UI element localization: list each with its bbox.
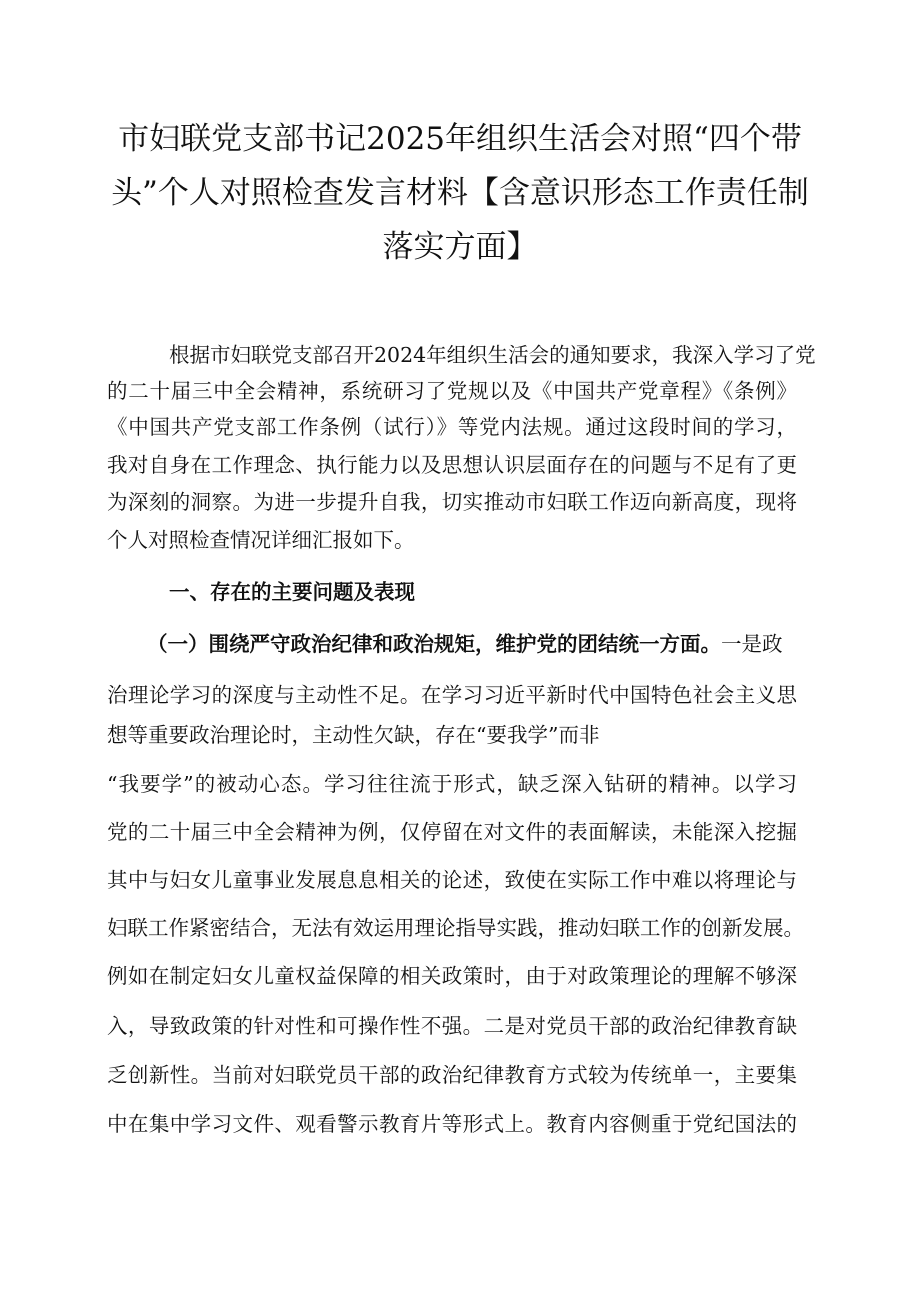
paragraph-line: “我要学”的被动心态。学习往往流于形式，缺乏深入钻研的精神。以学习 (107, 772, 797, 796)
paragraph-line: 想等重要政治理论时，主动性欠缺，存在“要我学”而非 (107, 723, 600, 747)
document-title (100, 112, 820, 274)
subsection-first-line (147, 630, 783, 658)
paragraph-line: 其中与妇女儿童事业发展息息相关的论述，致使在实际工作中难以将理论与 (107, 868, 797, 892)
paragraph-line: 妇联工作紧密结合，无法有效运用理论指导实践，推动妇联工作的创新发展。 (107, 916, 804, 940)
subsection-lead: 一是政 (721, 632, 783, 656)
section-heading: 一、存在的主要问题及表现 (169, 580, 415, 604)
paragraph-line: 我对自身在工作理念、执行能力以及思想认识层面存在的问题与不足有了更 (107, 453, 797, 477)
subsection-heading: （一）围绕严守政治纪律和政治规矩，维护党的团结统一方面。 (147, 632, 721, 656)
paragraph-line: 治理论学习的深度与主动性不足。在学习习近平新时代中国特色社会主义思 (107, 683, 797, 707)
paragraph-line: 例如在制定妇女儿童权益保障的相关政策时，由于对政策理论的理解不够深 (107, 964, 797, 988)
paragraph-line: 乏创新性。当前对妇联党员干部的政治纪律教育方式较为传统单一，主要集 (107, 1063, 797, 1087)
paragraph-line: 入，导致政策的针对性和可操作性不强。二是对党员干部的政治纪律教育缺 (107, 1014, 797, 1038)
paragraph-line: 个人对照检查情况详细汇报如下。 (107, 528, 415, 552)
title-line: 市妇联党支部书记2025年组织生活会对照“四个带 (118, 121, 802, 157)
title-line: 头”个人对照检查发言材料【含意识形态工作责任制 (111, 175, 809, 211)
paragraph-line: 为深刻的洞察。为进一步提升自我，切实推动市妇联工作迈向新高度，现将 (107, 490, 797, 514)
paragraph-line: 根据市妇联党支部召开2024年组织生活会的通知要求，我深入学习了党 (169, 343, 816, 367)
paragraph-line: 的二十届三中全会精神，系统研习了党规以及《中国共产党章程》《条例》 (107, 379, 797, 403)
title-line: 落实方面】 (382, 229, 538, 265)
paragraph-line: 党的二十届三中全会精神为例，仅停留在对文件的表面解读，未能深入挖掘 (107, 820, 797, 844)
paragraph-line: 中在集中学习文件、观看警示教育片等形式上。教育内容侧重于党纪国法的 (107, 1112, 797, 1136)
paragraph-line: 《中国共产党支部工作条例（试行）》等党内法规。通过这段时间的学习， (107, 415, 797, 439)
